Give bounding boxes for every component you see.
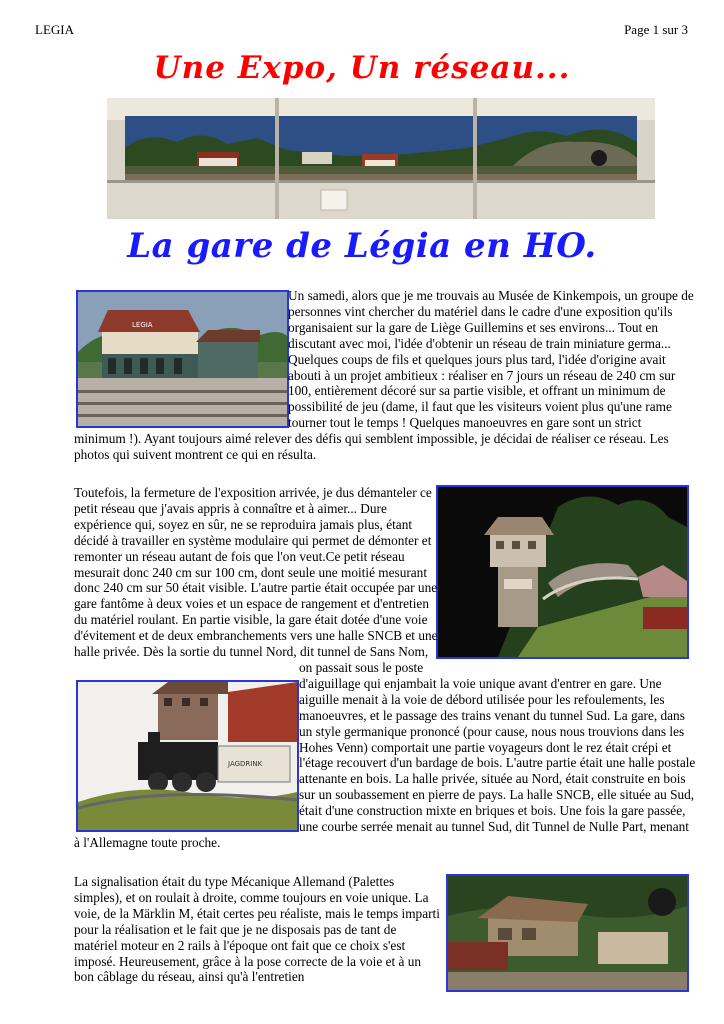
float-spacer (438, 485, 696, 662)
float-spacer (74, 674, 299, 824)
station-sign: LEGIA (132, 321, 153, 329)
float-spacer (74, 288, 288, 426)
wagon-text: JAGDRINK (228, 760, 263, 768)
paragraph-1-text: Un samedi, alors que je me trouvais au Musée de Kinkempois, un groupe de personnes vint chercher du matériel dans le cadre d'une exposition qu'ils organisaient sur la gare de Liège Guillemins et ses environs... Tout en discutant avec moi, l'idée d'obtenir un réseau de train miniature germa... Quelques coups de fils et quelques jours plus tard, l'idée d'origine avait abouti à un projet ambitieux : réaliser en 7 jours un réseau de 240 cm sur 100, entièrement décoré sur sa partie visible, et offrant un minimum de possibilité de jeu (dame, il faut que les visiteurs voient plus qu'une rame tourner tout le temps ! Quelques manoeuvres en gare sont un strict minimum !). Ayant toujours aimé relever des défis qui semblent impossible, je décidai de réaliser ce réseau. Les photos qui suivent montrent ce qui en résulta. (74, 288, 694, 463)
panorama-layout-photo (107, 98, 655, 219)
main-title: Une Expo, Un réseau... (153, 50, 571, 86)
freight-yard-photo (446, 874, 689, 992)
paragraph-2-text: Toutefois, la fermeture de l'exposition arrivée, je dus démanteler ce petit réseau que j'avais appris à connaître et à aimer... Dure expérience qui, soyez en sûr, ne se reproduira jamais plus, étant décidé à travailler en système modulaire qui permet de démonter et remonter un réseau autant de fois que l'on veut.Ce petit réseau mesurait donc 240 cm sur 100 cm, dont seule une moitié mesurant donc 240 cm sur 50 était visible. L'autre partie était occupée par une gare fantôme à deux voies et un espace de rangement et d'entretien du matériel roulant. En partie visible, la gare était dotée d'une voie d'évitement et de deux embranchements vers une halle SNCB et une halle privée. Dès la sortie du tunnel Nord, dit tunnel de Sans Nom, on passait sous le poste d'aiguillage qui enjambait la voie unique avant d'entrer en gare. Une aiguille menait à la voie de débord utilisée pour les refoulements, les manoeuvres, et le passage des trains venant du tunnel Sud. La gare, dans un style germanique prononcé (pour cause, nous nous trouvions dans les Hohes Venn) comportait une partie voyageurs dont le rez était crépi et l'étage recouvert d'un bardage de bois. L'autre partie était une halle postale attenante en bois. La halle privée, située au Nord, était construite en bois sur un soubassement en pierre de pays. La halle SNCB, elle située au Sud, était d'une construction mixte en briques et bois. Une fois la gare passée, une courbe serrée menait au tunnel Sud, dit Tunnel de Nulle Part, menant à l'Allemagne toute proche. (74, 485, 696, 850)
header-page-number: Page 1 sur 3 (624, 22, 688, 37)
paragraph-3: La signalisation était du type Mécanique Allemand (Palettes simples), et on roulait à droite, comme toujours en voie unique. La voie, de la Märklin M, était certes peu réaliste, mais le temps imparti pour la réalisation et le fait que je ne disposais pas de tant de matériel moteur en 2 rails à l'époque ont fait que ce choix s'est imposé. Heureusement, grâce à la pose correcte de la voie et à un bon câblage du réseau, ainsi qu'à l'entretien (74, 874, 440, 985)
paragraph-2-lower (74, 485, 696, 875)
subtitle: La gare de Légia en HO. (127, 226, 597, 266)
paragraph-1 (74, 288, 696, 463)
header-left: LEGIA (35, 22, 74, 37)
